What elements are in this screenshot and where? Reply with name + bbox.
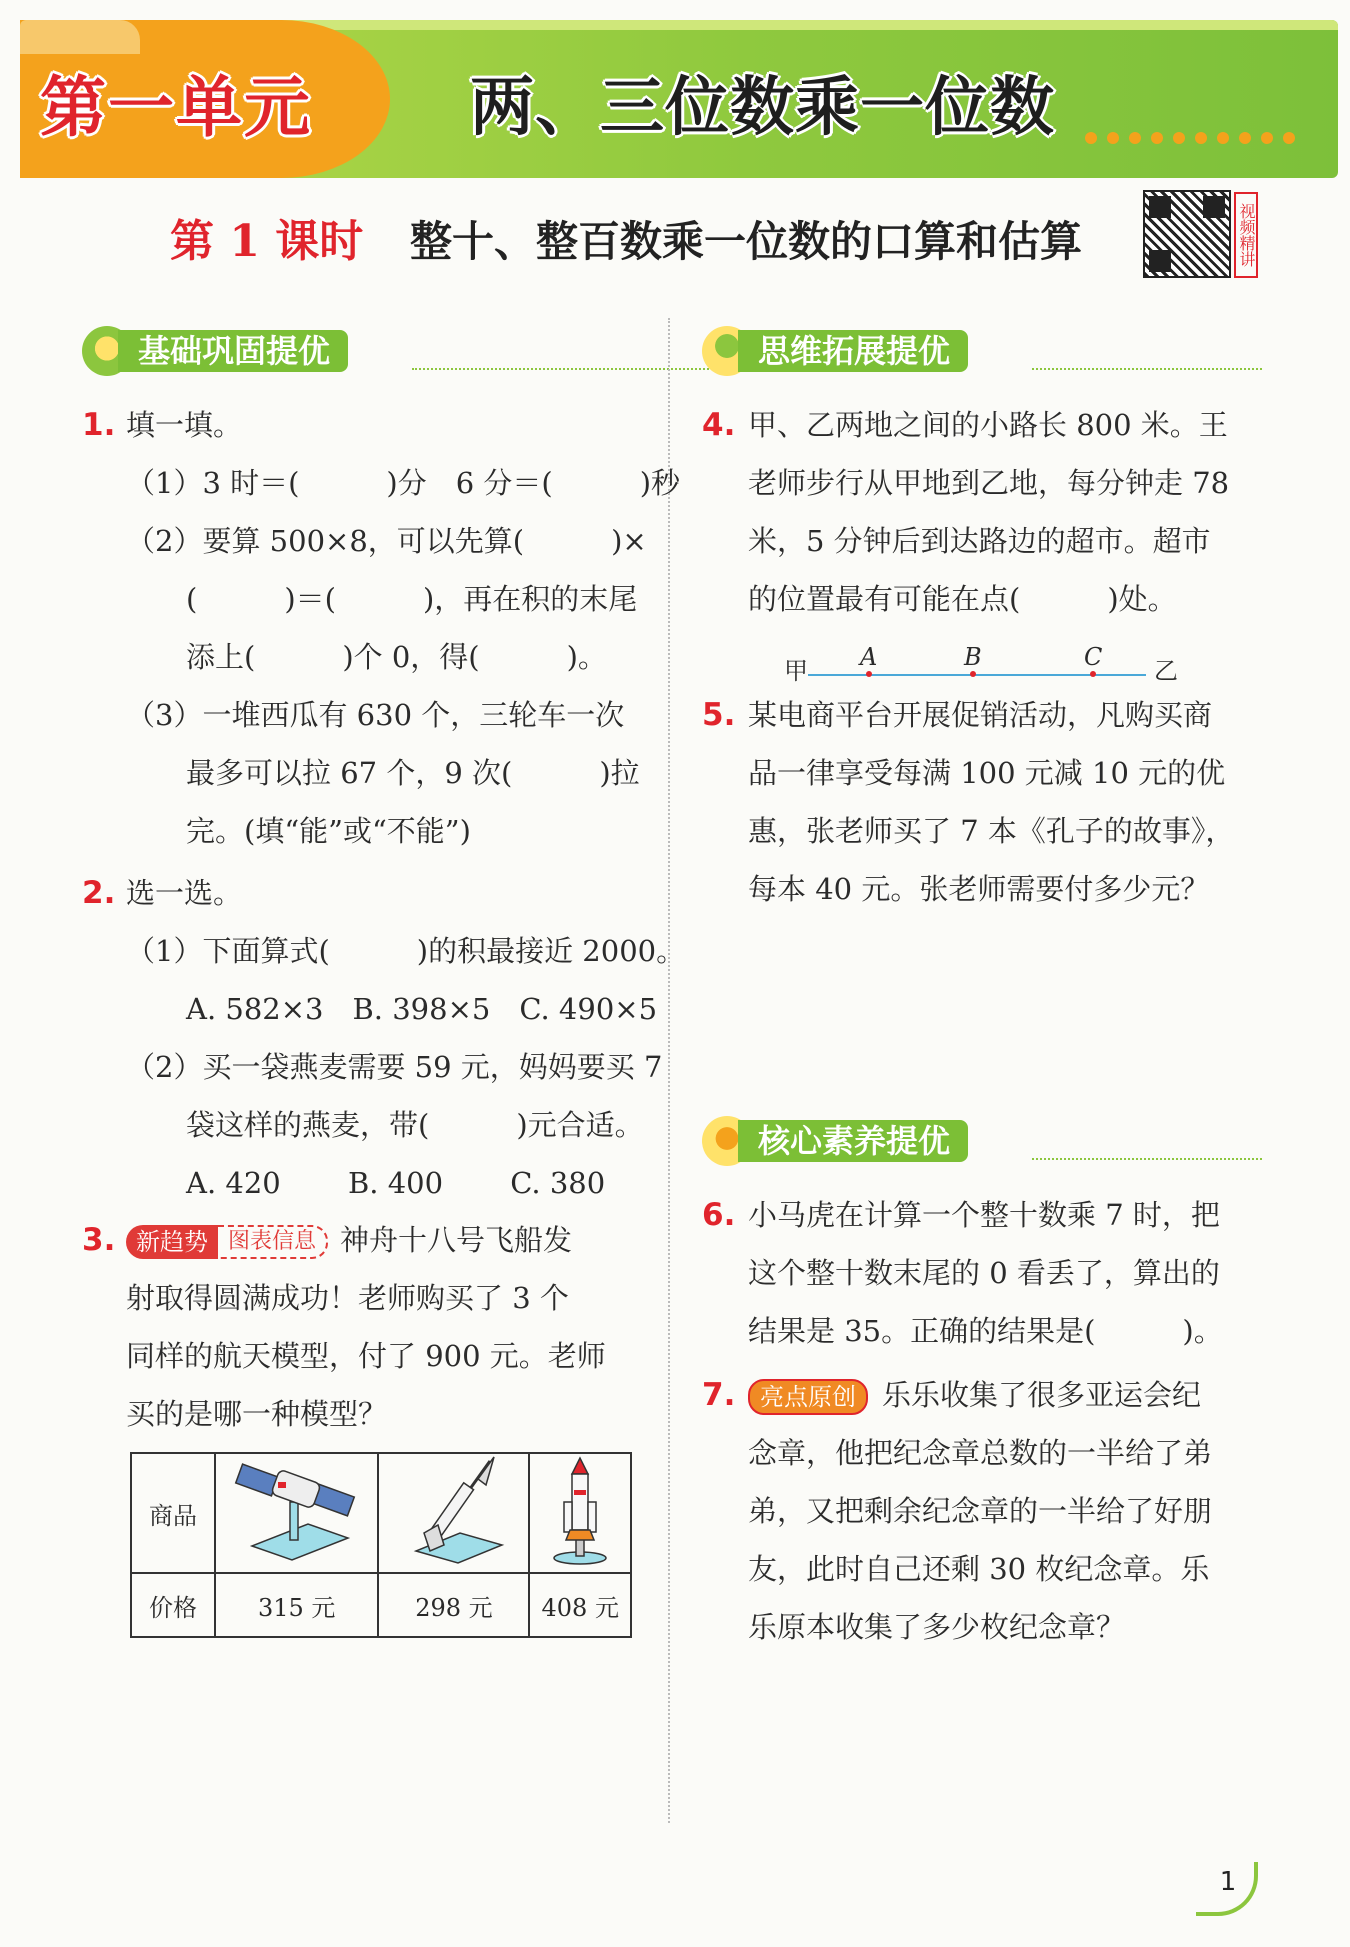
q1-3a-line: （3）一堆西瓜有 630 个，三轮车一次	[126, 698, 625, 732]
q1-2b-line: ( )＝( )，再在积的末尾	[186, 582, 638, 616]
space-station-model-icon	[215, 1453, 378, 1573]
q5-line-0: 某电商平台开展促销活动，凡购买商	[748, 698, 1213, 732]
section-basic	[82, 326, 642, 376]
question-number: 1.	[82, 407, 116, 443]
question-number: 4.	[702, 407, 736, 443]
q6-line-1: 这个整十数末尾的 0 看丢了，算出的	[748, 1256, 1220, 1290]
q3-line-0	[126, 1211, 572, 1269]
section-basic-label: 基础巩固提优	[118, 330, 348, 372]
q1-3b-line: 最多可以拉 67 个，9 次( )拉	[186, 756, 640, 790]
q7-line-1: 念章，他把纪念章总数的一半给了弟	[748, 1436, 1213, 1470]
q4-line-1: 老师步行从甲地到乙地，每分钟走 78	[748, 466, 1230, 500]
q5-line-3: 每本 40 元。张老师需要付多少元？	[748, 872, 1210, 906]
question-number: 2.	[82, 875, 116, 911]
q1-line: 填一填。	[126, 408, 243, 442]
decorative-dots	[1085, 132, 1315, 146]
q5-line-2: 惠，张老师买了 7 本《孔子的故事》，	[748, 814, 1235, 848]
q3-line-2: 同样的航天模型，付了 900 元。老师	[126, 1339, 606, 1373]
q4-line-0: 甲、乙两地之间的小路长 800 米。王	[748, 408, 1228, 442]
question-number: 5.	[702, 697, 736, 733]
section-thinking-label: 思维拓展提优	[738, 330, 968, 372]
chart-info-tag: 图表信息	[218, 1225, 328, 1259]
price-cell: 315 元	[215, 1573, 378, 1637]
model-price-table	[130, 1452, 632, 1638]
q2-2a-line: （2）买一袋燕麦需要 59 元，妈妈要买 7	[126, 1050, 663, 1084]
unit-tag-tab	[20, 20, 140, 54]
rocket-plane-model-icon	[378, 1453, 529, 1573]
q1-3c-line: 完。(填“能”或“不能”)	[186, 814, 471, 848]
number-line-end: 乙	[1154, 657, 1178, 685]
section-core	[702, 1116, 1262, 1166]
unit-title: 第一单元	[40, 69, 312, 146]
section-thinking	[702, 326, 1262, 376]
q1-2c-line: 添上( )个 0，得( )。	[186, 640, 607, 674]
q6-line-0: 小马虎在计算一个整十数乘 7 时，把	[748, 1198, 1220, 1232]
q2-1-line: （1）下面算式( )的积最接近 2000。	[126, 934, 686, 968]
q7-line-3: 友，此时自己还剩 30 枚纪念章。乐	[748, 1552, 1210, 1586]
q1-1-line: （1）3 时＝( )分 6 分＝( )秒	[126, 466, 681, 500]
q2-2b-line: 袋这样的燕麦，带( )元合适。	[186, 1108, 644, 1142]
q3-line-3: 买的是哪一种模型？	[126, 1397, 388, 1431]
point-c-label: C	[1084, 643, 1103, 671]
qr-label: 视频精讲	[1234, 192, 1258, 278]
table-header-goods: 商品	[131, 1453, 215, 1573]
unit-name: 两、三位数乘一位数	[470, 71, 1055, 145]
q7-line-0	[748, 1366, 1201, 1424]
q5-line-1: 品一律享受每满 100 元减 10 元的优	[748, 756, 1226, 790]
question-number: 7.	[702, 1377, 736, 1413]
price-cell: 408 元	[529, 1573, 631, 1637]
q2-line: 选一选。	[126, 876, 243, 910]
point-a-label: A	[860, 643, 878, 671]
lesson-label: 第 1 课时	[170, 216, 364, 267]
q3-line-1: 射取得圆满成功！老师购买了 3 个	[126, 1281, 569, 1315]
column-divider	[668, 318, 670, 1823]
price-cell: 298 元	[378, 1573, 529, 1637]
table-header-price: 价格	[131, 1573, 215, 1637]
rocket-model-icon	[529, 1453, 631, 1573]
trend-tag: 新趋势	[126, 1225, 218, 1259]
q4-line-2: 米，5 分钟后到达路边的超市。超市	[748, 524, 1211, 558]
q2-1o-line: A. 582×3 B. 398×5 C. 490×5	[186, 992, 658, 1026]
section-core-label: 核心素养提优	[738, 1120, 968, 1162]
point-b-label: B	[964, 643, 982, 671]
lesson-title: 整十、整百数乘一位数的口算和估算	[410, 217, 1083, 266]
q7-line-2: 弟，又把剩余纪念章的一半给了好朋	[748, 1494, 1213, 1528]
qr-code-icon[interactable]	[1145, 192, 1229, 276]
question-number: 3.	[82, 1222, 116, 1258]
question-number: 6.	[702, 1197, 736, 1233]
original-tag: 亮点原创	[748, 1379, 868, 1415]
q4-line-3: 的位置最有可能在点( )处。	[748, 582, 1177, 616]
q2-2o-line: A. 420 B. 400 C. 380	[186, 1166, 606, 1200]
number-line-start: 甲	[784, 657, 808, 685]
q7-text: 乐乐收集了很多亚运会纪	[882, 1378, 1202, 1412]
q1-2a-line: （2）要算 500×8，可以先算( )×	[126, 524, 647, 558]
q7-line-4: 乐原本收集了多少枚纪念章？	[748, 1610, 1126, 1644]
q3-text: 神舟十八号飞船发	[340, 1223, 573, 1257]
page-number: 1	[1219, 1867, 1237, 1897]
q6-line-2: 结果是 35。正确的结果是( )。	[748, 1314, 1223, 1348]
